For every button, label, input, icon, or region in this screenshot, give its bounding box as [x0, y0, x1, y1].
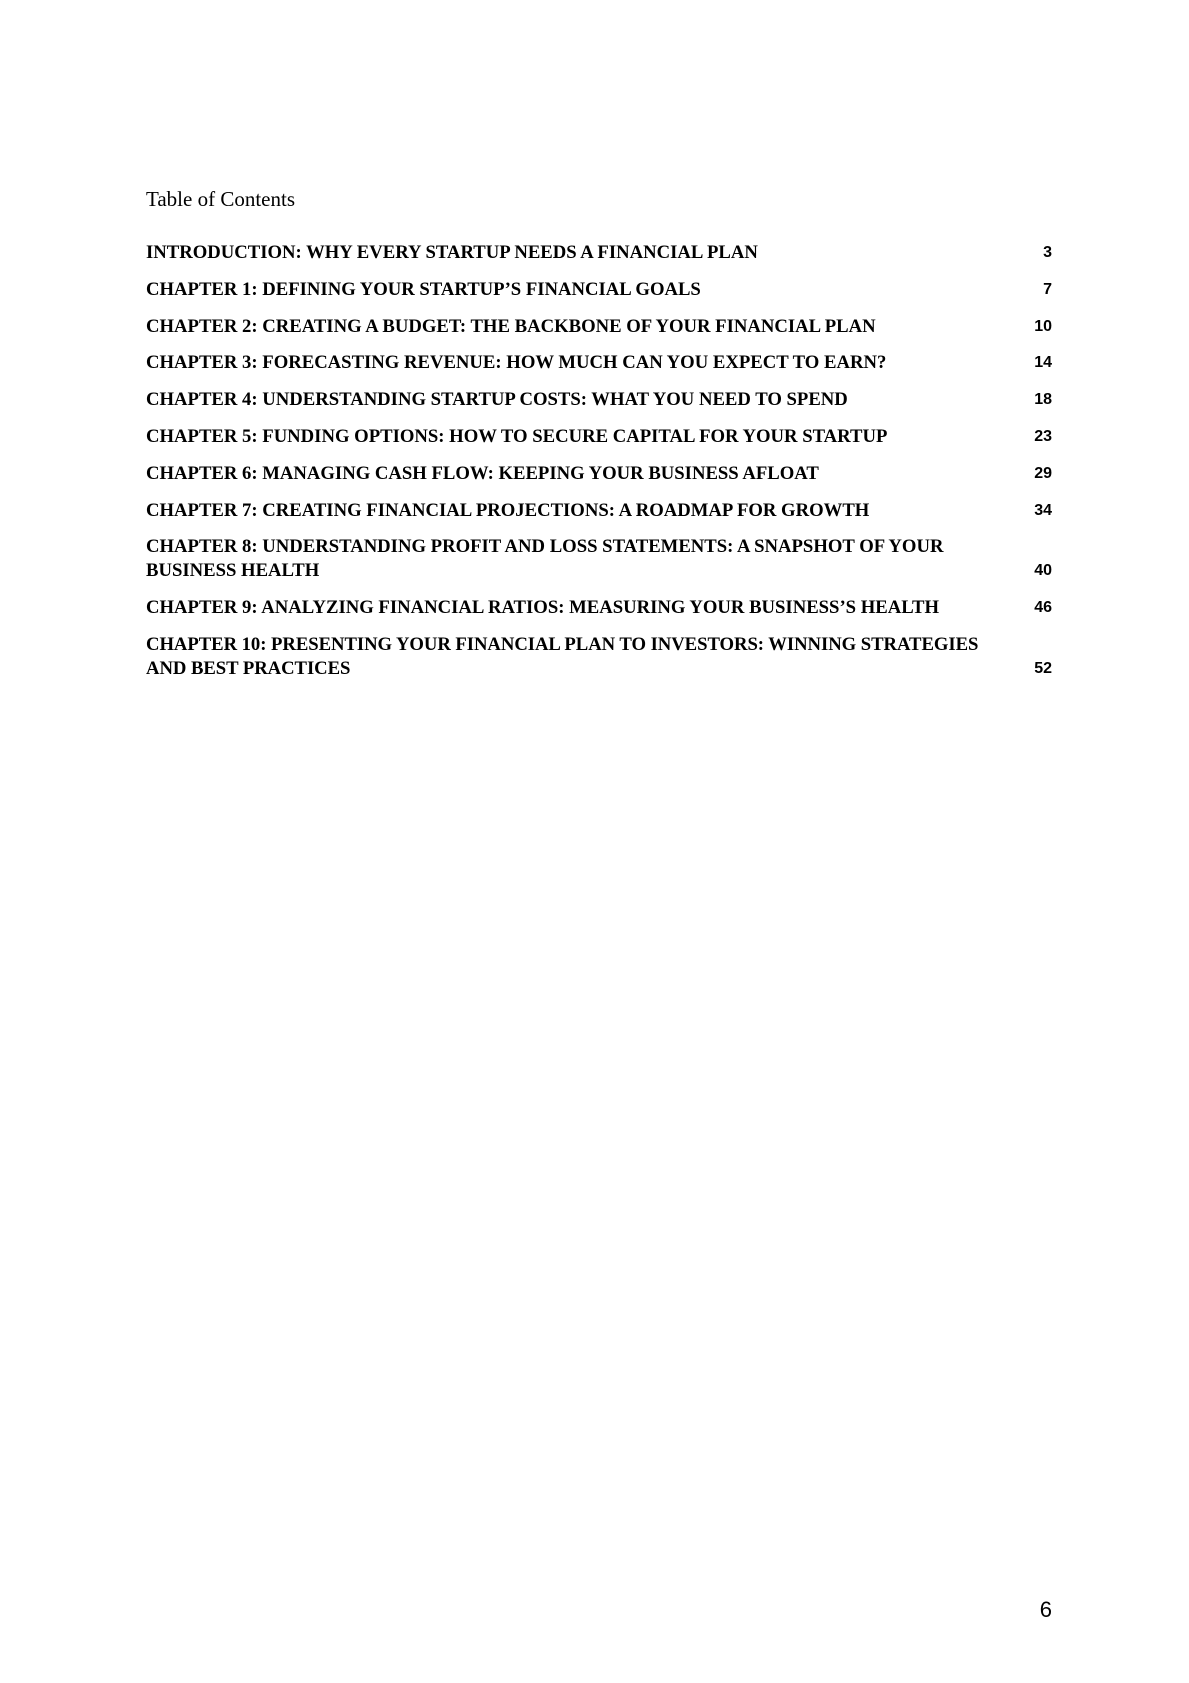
toc-heading: Table of Contents — [146, 187, 295, 211]
page-number: 6 — [1039, 1597, 1052, 1622]
toc-entry-chapter-10[interactable] — [146, 633, 1052, 681]
toc-entry-chapter-1[interactable] — [146, 278, 1052, 302]
toc-entry-title[interactable]: CHAPTER 4: UNDERSTANDING STARTUP COSTS: WHAT YOU NEED TO SPEND — [146, 389, 848, 411]
toc-entry-chapter-2[interactable] — [146, 315, 1052, 339]
toc-entry-chapter-4[interactable] — [146, 388, 1052, 412]
toc-entry-title[interactable]: CHAPTER 1: DEFINING YOUR STARTUP’S FINANCIAL GOALS — [146, 278, 701, 300]
toc-entry-page[interactable]: 10 — [1034, 317, 1052, 335]
toc-entry-page[interactable]: 7 — [1043, 280, 1052, 298]
toc-entry-page[interactable]: 29 — [1034, 464, 1052, 482]
toc-entry-title[interactable]: CHAPTER 2: CREATING A BUDGET: THE BACKBONE OF YOUR FINANCIAL PLAN — [146, 315, 876, 337]
toc-entry-chapter-6[interactable] — [146, 462, 1052, 486]
toc-entry-title[interactable]: CHAPTER 3: FORECASTING REVENUE: HOW MUCH CAN YOU EXPECT TO EARN? — [146, 352, 887, 374]
toc-entry-page[interactable]: 23 — [1034, 427, 1052, 445]
toc-entry-title[interactable]: CHAPTER 7: CREATING FINANCIAL PROJECTIONS: A ROADMAP FOR GROWTH — [146, 499, 870, 521]
toc-entry-introduction[interactable] — [146, 241, 1052, 265]
toc-entry-chapter-5[interactable] — [146, 425, 1052, 449]
toc-entry-page[interactable]: 18 — [1034, 391, 1052, 409]
toc-entry-chapter-9[interactable] — [146, 596, 1052, 620]
toc-list — [146, 241, 1052, 694]
toc-entry-title[interactable]: INTRODUCTION: WHY EVERY STARTUP NEEDS A FINANCIAL PLAN — [146, 242, 758, 263]
toc-entry-chapter-8[interactable] — [146, 535, 1052, 583]
toc-entry-title[interactable]: CHAPTER 10: PRESENTING YOUR FINANCIAL PLAN TO INVESTORS: WINNING STRATEGIES AND BEST PRACTICES — [146, 633, 979, 679]
toc-entry-title[interactable]: CHAPTER 6: MANAGING CASH FLOW: KEEPING YOUR BUSINESS AFLOAT — [146, 462, 819, 484]
toc-entry-page[interactable]: 40 — [1034, 562, 1052, 580]
toc-entry-page[interactable]: 14 — [1034, 354, 1052, 372]
toc-entry-title[interactable]: CHAPTER 9: ANALYZING FINANCIAL RATIOS: MEASURING YOUR BUSINESS’S HEALTH — [146, 597, 939, 619]
toc-entry-chapter-3[interactable] — [146, 351, 1052, 375]
toc-entry-page[interactable]: 52 — [1034, 659, 1052, 677]
toc-entry-title[interactable]: CHAPTER 8: UNDERSTANDING PROFIT AND LOSS STATEMENTS: A SNAPSHOT OF YOUR BUSINESS HEALTH — [146, 536, 944, 582]
toc-entry-title[interactable]: CHAPTER 5: FUNDING OPTIONS: HOW TO SECURE CAPITAL FOR YOUR STARTUP — [146, 425, 888, 447]
toc-entry-page[interactable]: 3 — [1043, 244, 1052, 261]
toc-entry-chapter-7[interactable] — [146, 499, 1052, 523]
toc-entry-page[interactable]: 34 — [1034, 501, 1052, 519]
toc-entry-page[interactable]: 46 — [1034, 599, 1052, 617]
